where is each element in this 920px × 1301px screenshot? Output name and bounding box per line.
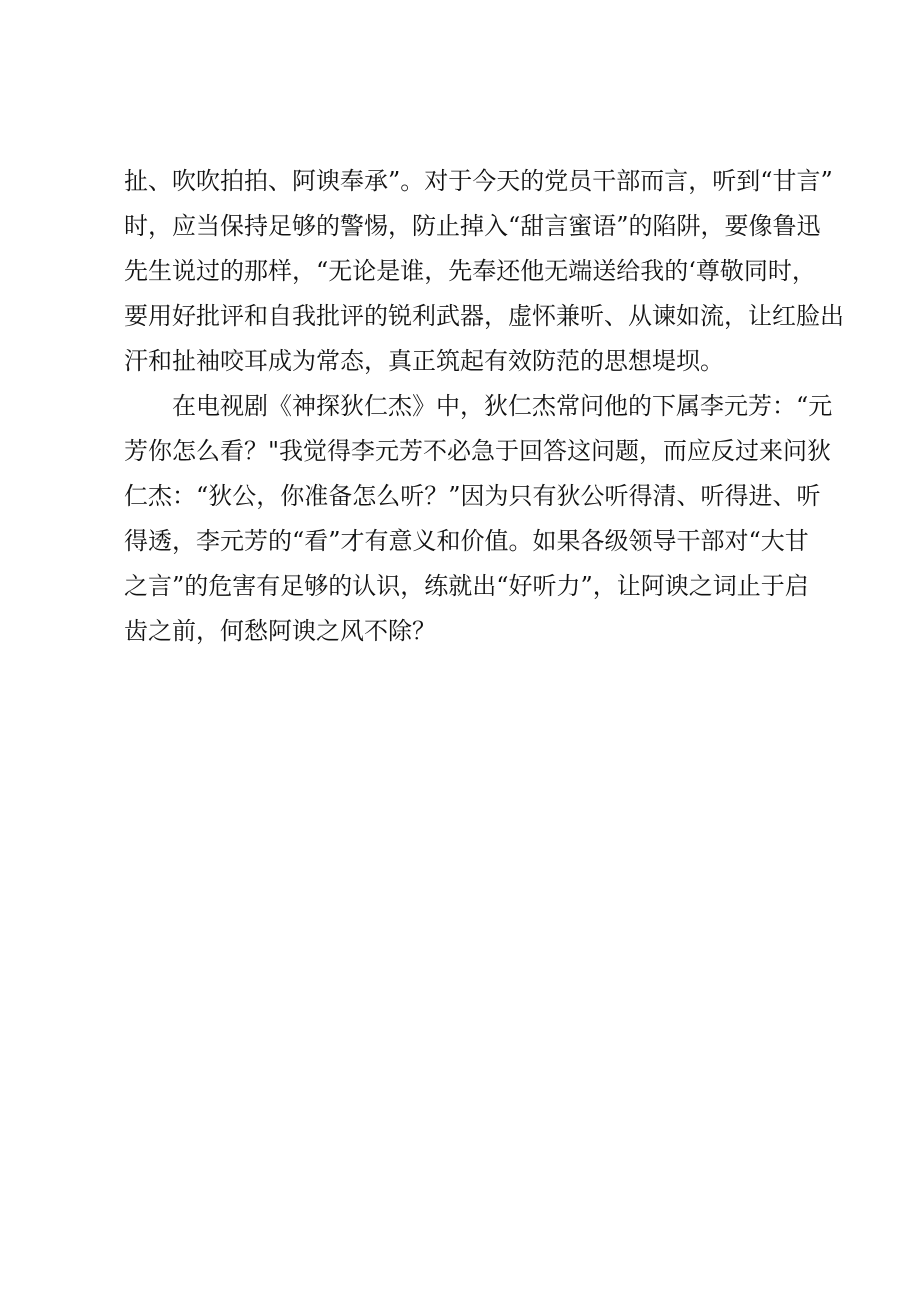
paragraph-1 [124, 159, 844, 384]
text-line: 齿之前，何愁阿谀之风不除？ [124, 617, 436, 645]
text-line: 仁杰：“狄公，你准备怎么听？”因为只有狄公听得清、听得进、听 [124, 482, 821, 510]
text-line: 扯、吹吹拍拍、阿谀奉承”。对于今天的党员干部而言，听到“甘言” [124, 167, 833, 195]
text-line: 时，应当保持足够的警惕，防止掉入“甜言蜜语”的陷阱，要像鲁迅 [124, 212, 821, 240]
text-line: 之言”的危害有足够的认识，练就出“好听力”，让阿谀之词止于启 [124, 572, 809, 600]
text-line: 得透，李元芳的“看”才有意义和价值。如果各级领导干部对“大甘 [124, 527, 809, 555]
text-line: 在电视剧《神探狄仁杰》中，狄仁杰常问他的下属李元芳：“元 [172, 392, 833, 420]
text-line: 先生说过的那样，“无论是谁，先奉还他无端送给我的‘尊敬同时， [124, 257, 816, 285]
text-line: 芳你怎么看？"我觉得李元芳不必急于回答这问题，而应反过来问狄 [124, 437, 832, 465]
text-line: 要用好批评和自我批评的锐利武器，虚怀兼听、从谏如流，让红脸出 [124, 302, 844, 330]
paragraph-2 [124, 384, 833, 654]
text-line: 汗和扯袖咬耳成为常态，真正筑起有效防范的思想堤坝。 [124, 347, 724, 375]
body-text [124, 159, 844, 654]
